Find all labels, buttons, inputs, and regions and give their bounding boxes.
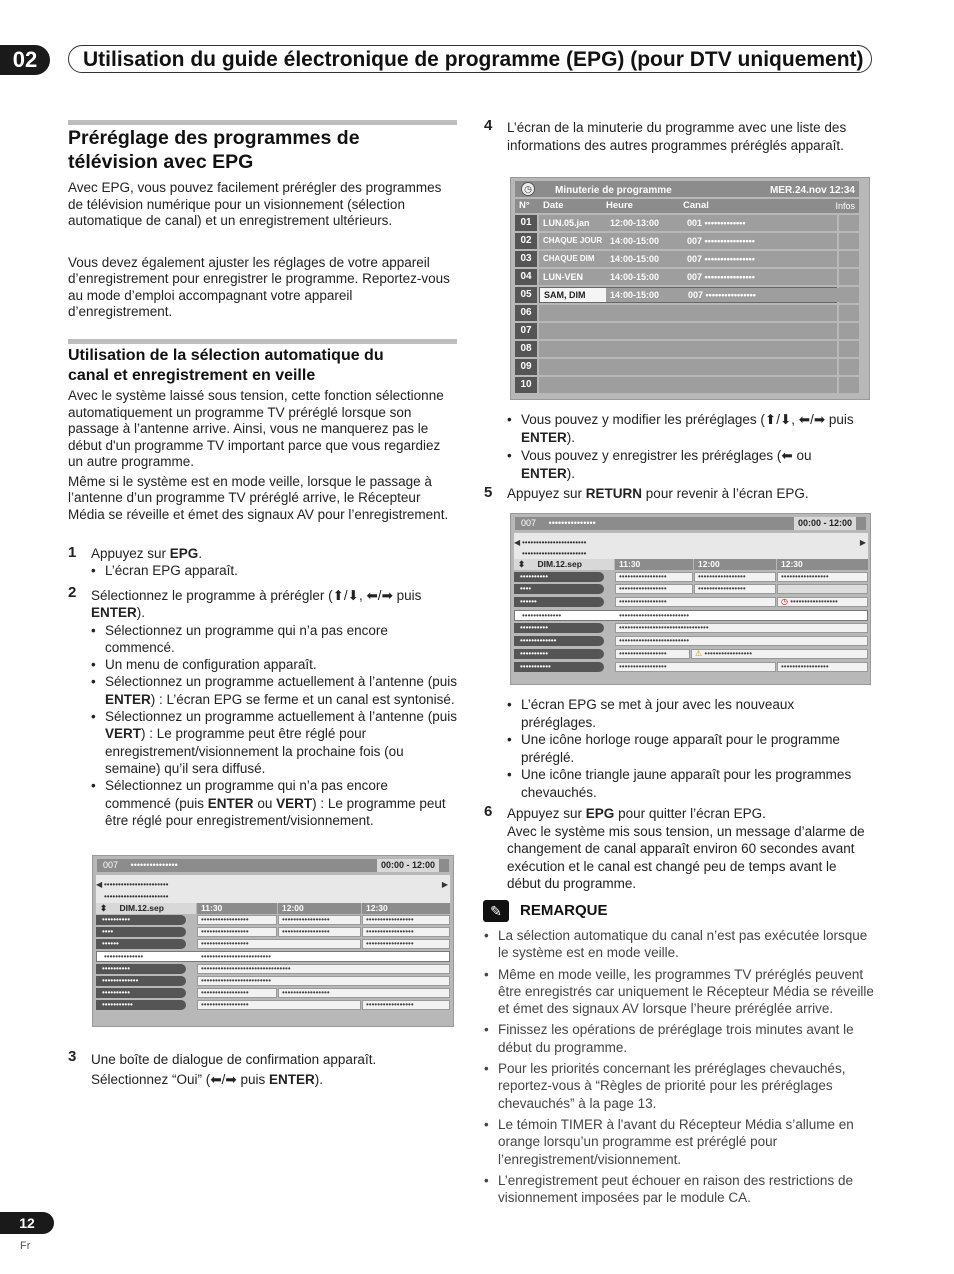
timer-screen: ◷ Minuterie de programme MER.24.nov 12:34 N° Date Heure Canal Infos 01 LUN.05.jan 12:00-13:00 001 ••••••••••••• 02 CHAQUE JOUR 14:00-15:00 007 •••••••••••••••• 03 CHAQUE DIM 14:00-15:00 007 •••••••••••••••• 04 LUN-VEN 14:00-15:00 007 •••••••••••••••• 05 SAM, DIM 14:00-15:00 007 •••••••••••••••• 06 07 08 09 10 [510,177,870,400]
epg-program-cell[interactable]: ••••••••••••••••• [197,988,277,998]
epg-info-line: ••••••••••••••••••••••• [104,880,169,889]
epg-program-cell[interactable]: ••••••••••••••••• [362,939,450,949]
remarque-note: • Même en mode veille, les programmes TV préréglés peuvent être enregistrés car uniquement le Récepteur Média se réveille et émet des signaux AV lorsque l’heure préréglée arrive. [484,966,874,1018]
left-arrow-icon: ◀ [514,538,521,547]
epg-info-panel [96,875,450,903]
epg-channel-chip[interactable]: •••• [514,584,604,594]
epg-program-cell[interactable]: ••••••••••••••••• [777,662,868,672]
epg-program-cell[interactable]: ••••••••••••••••• [362,1000,450,1010]
pencil-note-icon: ✎ [483,900,509,922]
epg-channel: 007 [103,860,119,870]
epg-program-cell[interactable]: ••••••••••••••••• [278,988,450,998]
chapter-number: 02 [0,45,50,75]
epg-info-panel [514,533,868,559]
step-2-number: 2 [68,584,77,601]
epg-time-slot: 11:30 [615,559,693,570]
epg-program-cell[interactable]: ••••••••••••••••••••••••• [197,976,450,986]
epg-channel-chip[interactable]: •••••••••• [514,623,604,633]
remarque-notes [484,927,874,1206]
up-down-icon: ⬍ [100,903,108,913]
timer-title-bar [515,181,859,197]
step-5-bullet: • Une icône horloge rouge apparaît pour le programme préréglé. [507,731,869,766]
epg-channel-chip[interactable]: ••••••••••• [96,1000,186,1010]
step-4-bullet: • Vous pouvez y enregistrer les préréglages (⬅ ou ENTER). [507,447,869,482]
timer-header: N° Date Heure Canal Infos [515,199,859,213]
right-arrow-icon: ▶ [859,538,866,547]
epg-channel-chip[interactable]: ••••••••••• [514,662,604,672]
epg-channel-name: ••••••••••••••• [130,860,178,870]
remarque-note: • L’enregistrement peut échouer en raison des restrictions de visionnement imposées par le module CA. [484,1172,874,1207]
step-4-number: 4 [484,117,493,134]
epg-program-cell[interactable]: •••••••••••••••••••••••••••••••• [197,964,450,974]
step-1-bullet: • L’écran EPG apparaît. [91,563,457,580]
epg-program-cell[interactable]: •••••••••••••••••••••••••••••••• [615,623,868,633]
epg-time-slot: 12:00 [278,903,361,914]
section1 [68,126,457,321]
epg-program-cell[interactable] [777,584,868,594]
section-rule [68,120,457,125]
step-2-bullet: • Sélectionnez un programme actuellement à l’antenne (puis VERT) : Le programme peut être réglé pour enregistrement/visionnement la prochaine fois (ou semaine) qu’il sera diffusé. [91,708,457,777]
epg-program-cell[interactable]: ••••••••••••••••• [362,915,450,925]
remarque-note: • La sélection automatique du canal n’est pas exécutée lorsque le système est en mode veille. [484,927,874,962]
epg-program-cell[interactable]: ••••••••••••••••• [278,915,361,925]
red-clock-icon: ◷ [781,597,788,606]
epg-channel-chip[interactable]: ••••••••••••• [514,636,604,646]
up-down-icon: ⬍ [518,559,526,569]
section2-p1: Avec le système laissé sous tension, cette fonction sélectionne automatiquement un programme TV préréglé lorsque son passage à l’antenne arrive. Ainsi, vous ne manquerez pas le début d'un programme TV important parce que vous regardiez un autre programme. [68,388,444,469]
chapter-title: Utilisation du guide électronique de programme (EPG) (pour DTV uniquement) [68,45,872,73]
timer-title: Minuterie de programme [555,185,672,196]
step-5-bullet: • L’écran EPG se met à jour avec les nouveaux préréglages. [507,696,869,731]
step-6-number: 6 [484,803,493,820]
section2 [68,346,457,523]
epg-channel-chip[interactable]: •••••• [514,597,604,607]
epg-time-range: 00:00 - 12:00 [377,859,439,872]
step-4-bullet: • Vous pouvez y modifier les préréglages (⬆/⬇, ⬅/➡ puis ENTER). [507,411,869,446]
step-2-bullet: • Un menu de configuration apparaît. [91,656,457,673]
epg-program-cell[interactable]: ••••••••••••••••• [777,572,868,582]
epg-program-cell[interactable]: ••••••••••••••••• [615,662,776,672]
epg-info-line: ••••••••••••••••••••••• [104,892,169,901]
left-arrow-icon: ◀ [96,880,103,889]
epg-channel-chip[interactable]: •••••• [96,939,186,949]
epg-program-cell[interactable]: ••••••••••••••••• [615,597,776,607]
step-1-number: 1 [68,544,77,561]
epg-channel-chip[interactable]: ••••••••••••• [96,976,186,986]
step-5-number: 5 [484,484,493,501]
page-number: 12 [0,1212,54,1234]
step-2-bullet: • Sélectionnez un programme qui n’a pas encore commencé. [91,622,457,657]
remarque-note: • Pour les priorités concernant les préréglages chevauchés, reportez-vous à “Règles de priorité pour les préréglages chevauchés” à la page 13. [484,1060,874,1112]
epg-channel-chip[interactable]: •••••••••• [514,649,604,659]
step-3: Une boîte de dialogue de confirmation apparaît. Sélectionnez “Oui” (⬅/➡ puis ENTER). [91,1052,377,1087]
right-arrow-icon: ▶ [441,880,448,889]
epg-program-cell[interactable]: ••••••••••••••••• [278,927,361,937]
epg-channel: 007 [521,518,537,528]
epg-program-cell-preset[interactable]: ◷ ••••••••••••••••• [777,597,868,607]
epg-program-cell[interactable]: ••••••••••••••••• [615,572,693,582]
yellow-triangle-icon: ⚠ [695,649,703,658]
section1-p1: Avec EPG, vous pouvez facilement prérégler des programmes de télévision numérique pour un visionnement (sélection automatique de canal) et un enregistrement ultérieurs. [68,180,442,228]
step-3-number: 3 [68,1048,77,1065]
clock-icon: ◷ [521,182,535,196]
epg-channel-name: ••••••••••••••• [548,518,596,528]
epg-channel-chip[interactable]: •••••••••• [96,988,186,998]
epg-program-cell-overlap[interactable]: ⚠ ••••••••••••••••• [691,649,868,659]
epg-date: ⬍ DIM.12.sep [514,559,614,570]
epg-info-line: ••••••••••••••••••••••• [522,538,587,547]
step-5: Appuyez sur RETURN pour revenir à l’écran EPG. [507,486,809,501]
step-5-bullet: • Une icône triangle jaune apparaît pour les programmes chevauchés. [507,766,869,801]
epg-channel-bar [515,517,866,530]
epg-screen-updated [510,513,871,685]
section2-p2: Même si le système est en mode veille, lorsque le passage à l’antenne d’un programme TV préréglé arrive, le Récepteur Média se réveille et émet des signaux AV pour l’enregistrement. [68,473,449,522]
epg-time-slot: 12:30 [362,903,450,914]
epg-time-range: 00:00 - 12:00 [794,517,856,530]
step-2: Sélectionnez le programme à prérégler (⬆/⬇, ⬅/➡ puis ENTER). • Sélectionnez un programme qui n’a pas encore commencé. • Un menu de configuration apparaît. • Sélectionnez un programme actuellement à l’antenne (puis ENTER) : L’écran EPG se ferme et un canal est syntonisé. • Sélectionnez un programme actuellement à l’antenne (puis VERT) : Le programme peut être réglé pour enregistrement/visionnement la prochaine fois (ou semaine) qu’il sera diffusé. • Sélectionnez un programme qui n’a pas encore commencé (puis ENTER ou VERT) : Le programme peut être réglé pour enregistrement/visionnement. [91,587,457,829]
epg-program-cell[interactable]: ••••••••••••••••• [615,649,690,659]
remarque-note: • Finissez les opérations de préréglage trois minutes avant le début du programme. [484,1021,874,1056]
epg-screen [92,855,454,1027]
step-1: Appuyez sur EPG. • L’écran EPG apparaît. [91,546,457,579]
epg-channel-chip[interactable]: •••••••••• [514,572,604,582]
language-code: Fr [20,1240,31,1252]
epg-program-cell[interactable]: ••••••••••••••••• [694,572,776,582]
epg-program-cell[interactable]: ••••••••••••••••• [362,927,450,937]
step-2-bullet: • Sélectionnez un programme actuellement à l’antenne (puis ENTER) : L’écran EPG se ferme et un canal est syntonisé. [91,673,457,708]
section-rule [68,339,457,344]
epg-date: ⬍ DIM.12.sep [96,903,196,914]
section1-p2: Vous devez également ajuster les réglages de votre appareil d’enregistrement pour enregistrer le programme. Reportez-vous au mode d’emploi accompagnant votre appareil d’enregistrement. [68,254,450,319]
step-6: Appuyez sur EPG pour quitter l’écran EPG. Avec le système mis sous tension, un message d’alarme de changement de canal apparaît environ 60 secondes avant exécution et le canal est changé peu de temps avant le début du programme. [507,806,865,891]
remarque-note: • Le témoin TIMER à l'avant du Récepteur Média s’allume en orange lorsqu’un programme est préréglé pour l’enregistrement/visionnement. [484,1116,874,1168]
epg-program-cell[interactable]: ••••••••••••••••••••••••• [615,636,868,646]
step-5-bullets [507,696,869,801]
epg-selected-row[interactable]: •••••••••••••• ••••••••••••••••••••••••• [514,610,868,621]
epg-time-slot: 12:30 [777,559,868,570]
epg-time-slot: 11:30 [197,903,277,914]
epg-selected-row[interactable]: •••••••••••••• ••••••••••••••••••••••••• [96,951,450,962]
section1-title: Préréglage des programmes de télévision avec EPG [68,127,360,173]
epg-channel-chip[interactable]: •••••••••• [96,964,186,974]
epg-info-line: ••••••••••••••••••••••• [522,549,587,558]
epg-channel-bar [97,859,449,872]
epg-program-cell[interactable]: ••••••••••••••••• [197,915,277,925]
step-2-bullet: • Sélectionnez un programme qui n’a pas encore commencé (puis ENTER ou VERT) : Le programme peut être réglé pour enregistrement/visionnement. [91,777,457,829]
epg-program-cell[interactable]: ••••••••••••••••• [197,939,361,949]
step-4-text: L’écran de la minuterie du programme avec une liste des informations des autres programmes préréglés apparaît. [507,120,847,153]
section2-title: Utilisation de la sélection automatique du canal et enregistrement en veille [68,347,384,384]
remarque-title: REMARQUE [520,902,608,919]
timer-datetime: MER.24.nov 12:34 [769,185,855,196]
epg-program-cell[interactable]: ••••••••••••••••• [615,584,693,594]
epg-channel-chip[interactable]: •••• [96,927,186,937]
step-4-bullets [507,411,869,482]
epg-program-cell[interactable]: ••••••••••••••••• [694,584,776,594]
epg-program-cell[interactable]: ••••••••••••••••• [197,1000,361,1010]
epg-program-cell[interactable]: ••••••••••••••••• [197,927,277,937]
epg-time-slot: 12:00 [694,559,776,570]
epg-channel-chip[interactable]: •••••••••• [96,915,186,925]
